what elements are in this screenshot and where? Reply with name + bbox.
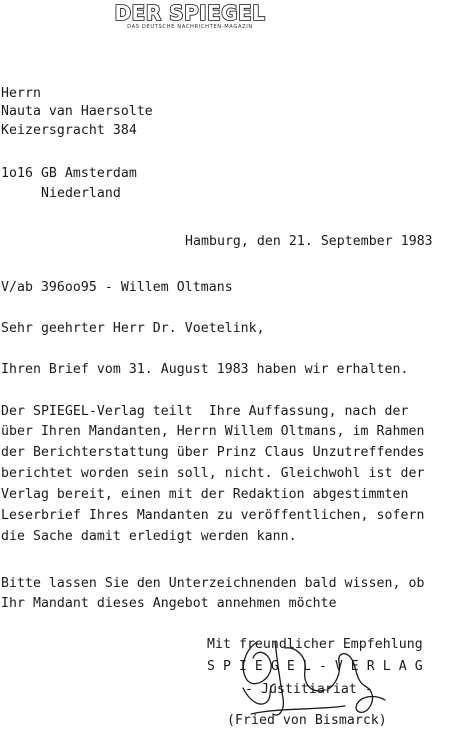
recipient-city: 1o16 GB Amsterdam <box>1 166 137 181</box>
date-line: Hamburg, den 21. September 1983 <box>185 234 433 249</box>
body-paragraph-2-line: der Berichterstattung über Prinz Claus Unzutreffendes <box>1 445 425 460</box>
body-paragraph-1: Ihren Brief vom 31. August 1983 haben wir erhalten. <box>1 362 409 377</box>
body-paragraph-3-line: Bitte lassen Sie den Unterzeichnenden bald wissen, ob <box>1 576 425 591</box>
body-paragraph-2-line: die Sache damit erledigt werden kann. <box>1 529 297 544</box>
reference-line: V/ab 396oo95 - Willem Oltmans <box>1 280 233 295</box>
body-paragraph-2-line: Der SPIEGEL-Verlag teilt Ihre Auffassung, nach der <box>1 404 409 419</box>
body-paragraph-2-line: Verlag bereit, einen mit der Redaktion abgestimmten <box>1 487 409 502</box>
recipient-street: Keizersgracht 384 <box>1 123 137 138</box>
closing-department: - Justitiariat - <box>245 682 373 697</box>
body-paragraph-2-line: über Ihren Mandanten, Herrn Willem Oltmans, im Rahmen <box>1 424 425 439</box>
signature-scribble-icon <box>215 628 415 738</box>
masthead <box>110 2 270 31</box>
closing-company: S P I E G E L - V E R L A G <box>207 659 423 674</box>
body-paragraph-3-line: Ihr Mandant dieses Angebot annehmen möchte <box>1 596 337 611</box>
handwritten-signature <box>215 628 415 738</box>
closing-signatory: (Fried von Bismarck) <box>227 713 387 728</box>
body-paragraph-2-line: berichtet worden sein soll, nicht. Gleichwohl ist der <box>1 466 425 481</box>
closing-regards: Mit freundlicher Empfehlung <box>207 637 423 652</box>
body-paragraph-2-line: Leserbrief Ihres Mandanten zu veröffentlichen, sofern <box>1 508 425 523</box>
spiegel-logo: DER SPIEGEL <box>114 1 266 25</box>
recipient-salutation: Herrn <box>1 86 41 101</box>
greeting: Sehr geehrter Herr Dr. Voetelink, <box>1 321 265 336</box>
recipient-country: Niederland <box>41 186 121 201</box>
recipient-name: Nauta van Haersolte <box>1 104 153 119</box>
masthead-tagline: DAS DEUTSCHE NACHRICHTEN-MAGAZIN <box>127 24 253 30</box>
